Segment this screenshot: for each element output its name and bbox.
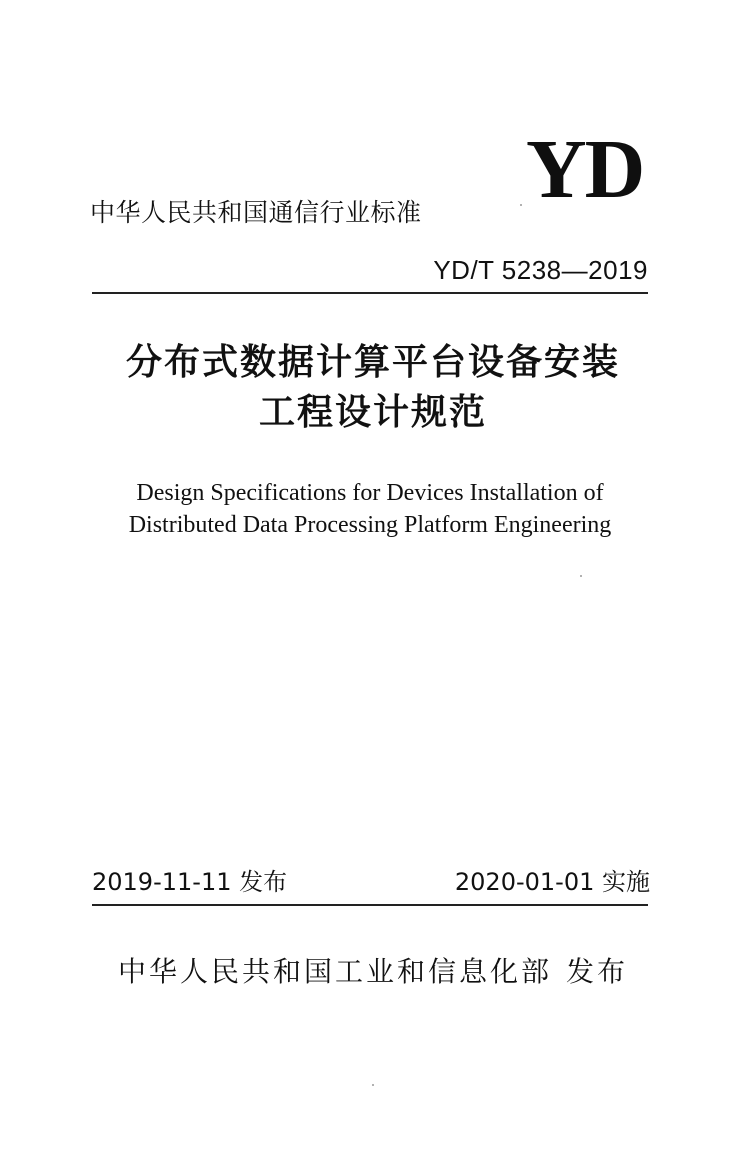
title-chinese-line-1: 分布式数据计算平台设备安装 <box>125 341 620 383</box>
issue-date: 2019-11-11 发布 <box>92 868 288 896</box>
scan-speck <box>372 1084 374 1086</box>
publisher-name: 中华人民共和国工业和信息化部 <box>118 955 553 988</box>
publish-label: 发布 <box>566 955 629 988</box>
title-chinese-line-2: 工程设计规范 <box>258 391 487 433</box>
title-english-line-2: Distributed Data Processing Platform Engineering <box>128 512 612 538</box>
title-english-line-1: Design Specifications for Devices Installation of <box>136 480 604 506</box>
implementation-date: 2020-01-01 实施 <box>454 868 650 896</box>
standard-category: 中华人民共和国通信行业标准 <box>90 198 422 227</box>
yd-logo: YD <box>526 123 644 216</box>
scan-speck <box>580 575 582 577</box>
bottom-divider <box>92 904 648 906</box>
top-divider <box>92 292 648 294</box>
scan-speck <box>520 204 522 206</box>
standard-number: YD/T 5238—2019 <box>433 255 648 285</box>
